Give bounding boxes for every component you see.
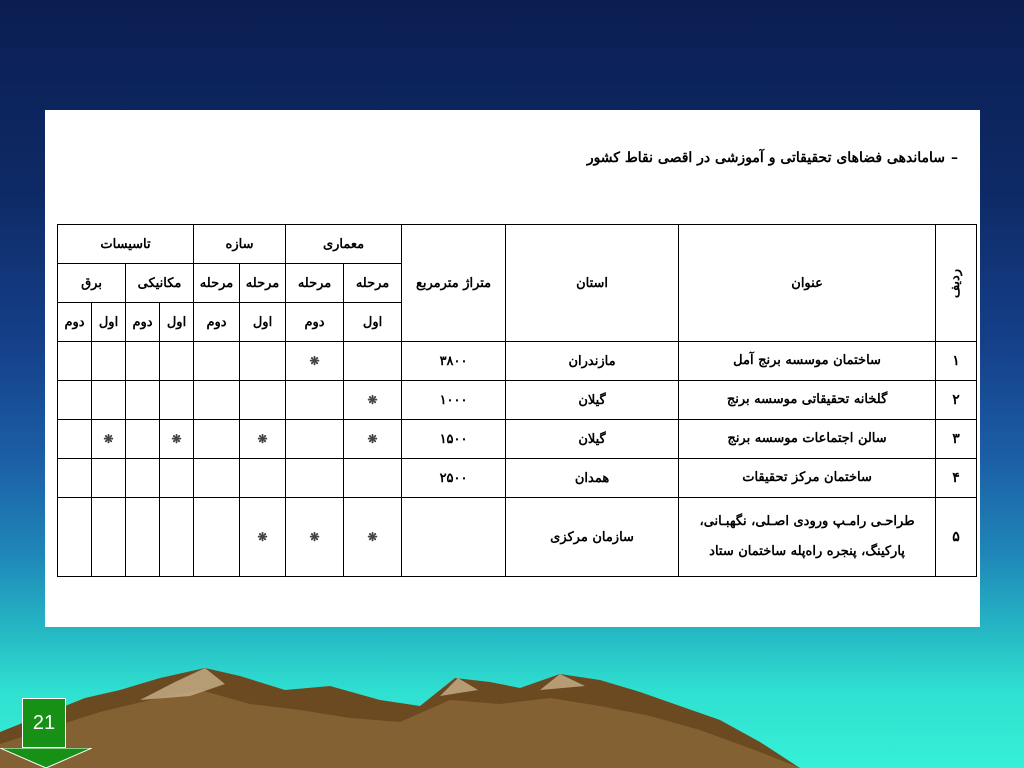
row-title: ساختمان موسسه برنج آمل <box>679 342 936 381</box>
row-province: سازمان مرکزی <box>506 498 679 577</box>
down-arrow-icon[interactable] <box>0 748 92 768</box>
row-structure-second <box>194 342 240 381</box>
header-structure-second: دوم <box>194 303 240 342</box>
row-elec-first <box>92 381 126 420</box>
row-elec-first <box>92 342 126 381</box>
row-elec-second <box>58 459 92 498</box>
header-electrical: برق <box>58 264 126 303</box>
row-arch-second <box>286 420 344 459</box>
header-mechanical: مکانیکی <box>126 264 194 303</box>
header-structure-first: اول <box>240 303 286 342</box>
row-index: ۴ <box>936 459 977 498</box>
header-index: ردیف <box>936 225 977 342</box>
row-title: سالن اجتماعات موسسه برنج <box>679 420 936 459</box>
header-elec-first: اول <box>92 303 126 342</box>
row-structure-first: ❋ <box>240 498 286 577</box>
row-mech-first <box>160 498 194 577</box>
row-index: ۲ <box>936 381 977 420</box>
header-elec-second: دوم <box>58 303 92 342</box>
row-elec-second <box>58 342 92 381</box>
row-structure-first <box>240 381 286 420</box>
row-arch-first <box>344 342 402 381</box>
row-area: ۲۵۰۰ <box>402 459 506 498</box>
row-arch-first: ❋ <box>344 420 402 459</box>
row-mech-first: ❋ <box>160 420 194 459</box>
row-elec-second <box>58 381 92 420</box>
table-row <box>58 420 977 459</box>
row-structure-second <box>194 459 240 498</box>
row-province: همدان <box>506 459 679 498</box>
row-title: طراحـی رامـپ ورودی اصـلی، نگهبـانی، پارکینگ، پنجره راه‌پله ساختمان ستاد <box>679 498 936 577</box>
row-structure-second <box>194 498 240 577</box>
row-mech-second <box>126 459 160 498</box>
row-elec-first <box>92 459 126 498</box>
header-structure: سازه <box>194 225 286 264</box>
row-mech-first <box>160 342 194 381</box>
table-row <box>58 342 977 381</box>
table-row <box>58 381 977 420</box>
header-structure-stage-2: مرحله <box>194 264 240 303</box>
mountain-landscape <box>0 660 1024 768</box>
row-elec-second <box>58 498 92 577</box>
heading-text: ساماندهی فضاهای تحقیقاتی و آموزشی در اقصی نقاط کشور <box>586 150 945 166</box>
slide-heading <box>587 150 958 166</box>
row-structure-second <box>194 420 240 459</box>
row-mech-second <box>126 342 160 381</box>
row-arch-second: ❋ <box>286 342 344 381</box>
row-elec-first: ❋ <box>92 420 126 459</box>
research-spaces-table <box>57 224 977 577</box>
row-area: ۳۸۰۰ <box>402 342 506 381</box>
row-mech-second <box>126 420 160 459</box>
row-title: ساختمان مرکز تحقیقات <box>679 459 936 498</box>
row-index: ۱ <box>936 342 977 381</box>
row-arch-first: ❋ <box>344 381 402 420</box>
row-elec-first <box>92 498 126 577</box>
row-arch-second <box>286 381 344 420</box>
header-area: متراژ مترمربع <box>402 225 506 342</box>
table-row <box>58 459 977 498</box>
header-mech-second: دوم <box>126 303 160 342</box>
row-mech-first <box>160 381 194 420</box>
header-installations: تاسیسات <box>58 225 194 264</box>
slide-content-panel <box>45 110 980 627</box>
row-province: گیلان <box>506 420 679 459</box>
row-area: ۱۰۰۰ <box>402 381 506 420</box>
row-structure-first: ❋ <box>240 420 286 459</box>
header-arch-first: اول <box>344 303 402 342</box>
header-province: استان <box>506 225 679 342</box>
row-area <box>402 498 506 577</box>
row-province: مازندران <box>506 342 679 381</box>
row-mech-second <box>126 381 160 420</box>
heading-dash: – <box>951 150 958 166</box>
header-structure-stage-1: مرحله <box>240 264 286 303</box>
row-title: گلخانه تحقیقاتی موسسه برنج <box>679 381 936 420</box>
row-arch-first <box>344 459 402 498</box>
header-title: عنوان <box>679 225 936 342</box>
row-mech-first <box>160 459 194 498</box>
row-structure-first <box>240 342 286 381</box>
header-arch-stage-2: مرحله <box>286 264 344 303</box>
row-arch-second: ❋ <box>286 498 344 577</box>
table-row <box>58 498 977 577</box>
page-number-badge: 21 <box>22 698 66 748</box>
header-arch-stage-1: مرحله <box>344 264 402 303</box>
row-area: ۱۵۰۰ <box>402 420 506 459</box>
row-structure-first <box>240 459 286 498</box>
header-mech-first: اول <box>160 303 194 342</box>
row-mech-second <box>126 498 160 577</box>
row-arch-first: ❋ <box>344 498 402 577</box>
row-province: گیلان <box>506 381 679 420</box>
header-architecture: معماری <box>286 225 402 264</box>
row-elec-second <box>58 420 92 459</box>
header-arch-second: دوم <box>286 303 344 342</box>
row-structure-second <box>194 381 240 420</box>
row-index: ۵ <box>936 498 977 577</box>
header-row-groups <box>58 225 977 264</box>
row-arch-second <box>286 459 344 498</box>
row-index: ۳ <box>936 420 977 459</box>
